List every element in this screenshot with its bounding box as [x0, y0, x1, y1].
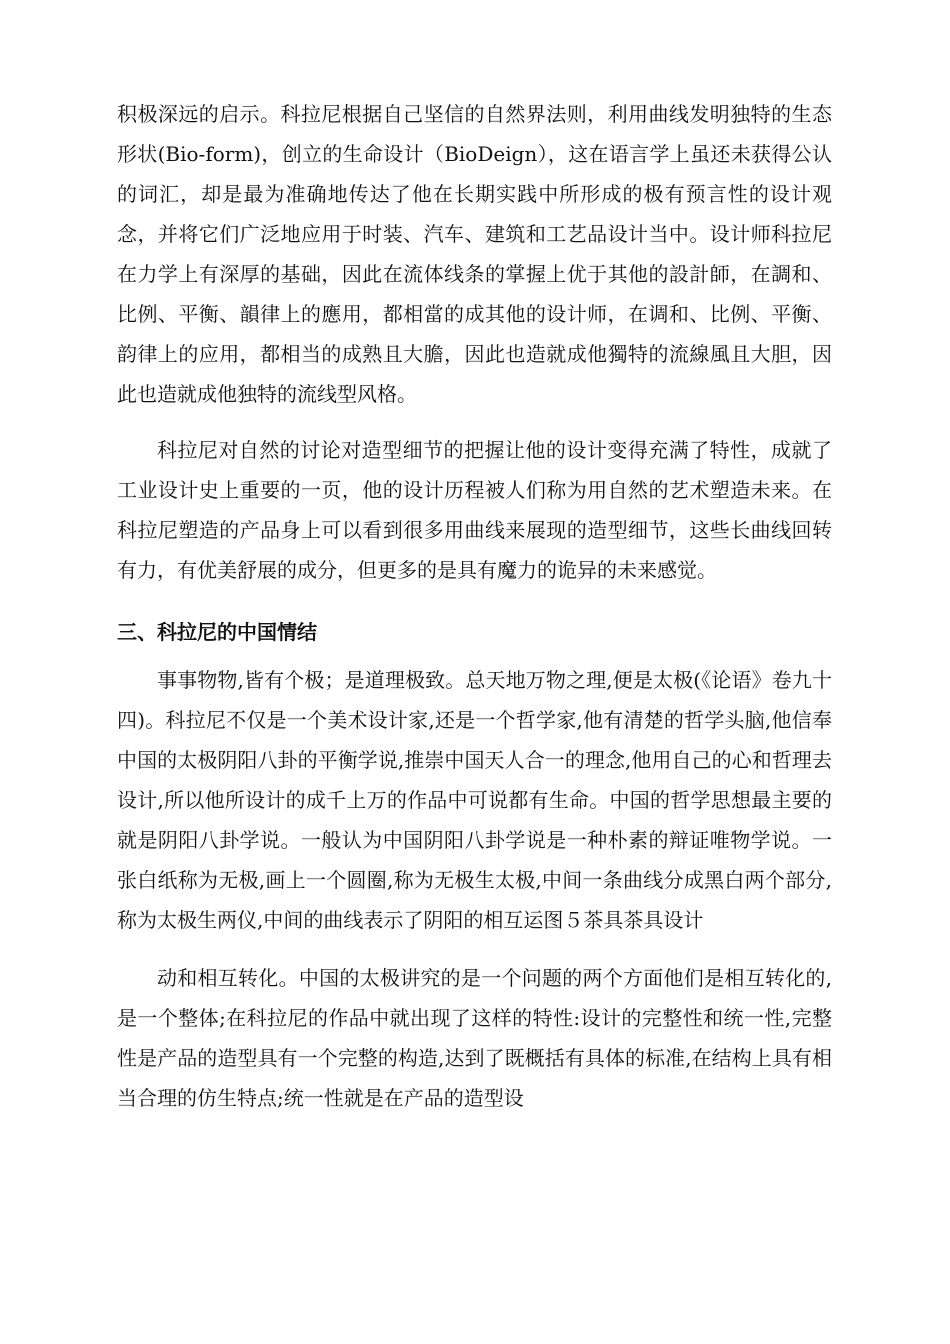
paragraph-continued: 积极深远的启示。科拉尼根据自己坚信的自然界法则，利用曲线发明独特的生态形状(Bio-form)，创立的生命设计（BioDeign），这在语言学上虽还未获得公认的词汇，却是最为准确地传达了他在长期实践中所形成的极有预言性的设计观念，并将它们广泛地应用于时装、汽车、建筑和工艺品设计当中。设计师科拉尼在力学上有深厚的基础，因此在流体线条的掌握上优于其他的設計師，在調和、比例、平衡、韻律上的應用，都相當的成其他的设计师，在调和、比例、平衡、韵律上的应用，都相当的成熟且大膽，因此也造就成他獨特的流線風且大胆，因此也造就成他独特的流线型风格。: [117, 102, 832, 406]
paragraph-colani-nature: 科拉尼对自然的讨论对造型细节的把握让他的设计变得充满了特性，成就了工业设计史上重要的一页，他的设计历程被人们称为用自然的艺术塑造未来。在科拉尼塑造的产品身上可以看到很多用曲线来展现的造型细节，这些长曲线回转有力，有优美舒展的成分，但更多的是具有魔力的诡异的未来感觉。: [117, 438, 832, 582]
document-page: [117, 94, 832, 1118]
section-heading: 三、科拉尼的中国情结: [117, 620, 317, 644]
paragraph-taiji: 事事物物,皆有个极；是道理极致。总天地万物之理,便是太极(《论语》卷九十四)。科拉尼不仅是一个美术设计家,还是一个哲学家,他有清楚的哲学头脑,他信奉中国的太极阴阳八卦的平衡学说,推崇中国天人合一的理念,他用自己的心和哲理去设计,所以他所设计的成千上万的作品中可说都有生命。中国的哲学思想最主要的就是阴阳八卦学说。一般认为中国阴阳八卦学说是一种朴素的辩证唯物学说。一张白纸称为无极,画上一个圆圈,称为无极生太极,中间一条曲线分成黑白两个部分,称为太极生两仪,中间的曲线表示了阴阳的相互运图５茶具茶具设计: [117, 668, 832, 932]
paragraph-integrity-unity: 动和相互转化。中国的太极讲究的是一个问题的两个方面他们是相互转化的,是一个整体;在科拉尼的作品中就出现了这样的特性:设计的完整性和统一性,完整性是产品的造型具有一个完整的构造,达到了既概括有具体的标准,在结构上具有相当合理的仿生特点;统一性就是在产品的造型设: [117, 966, 832, 1110]
